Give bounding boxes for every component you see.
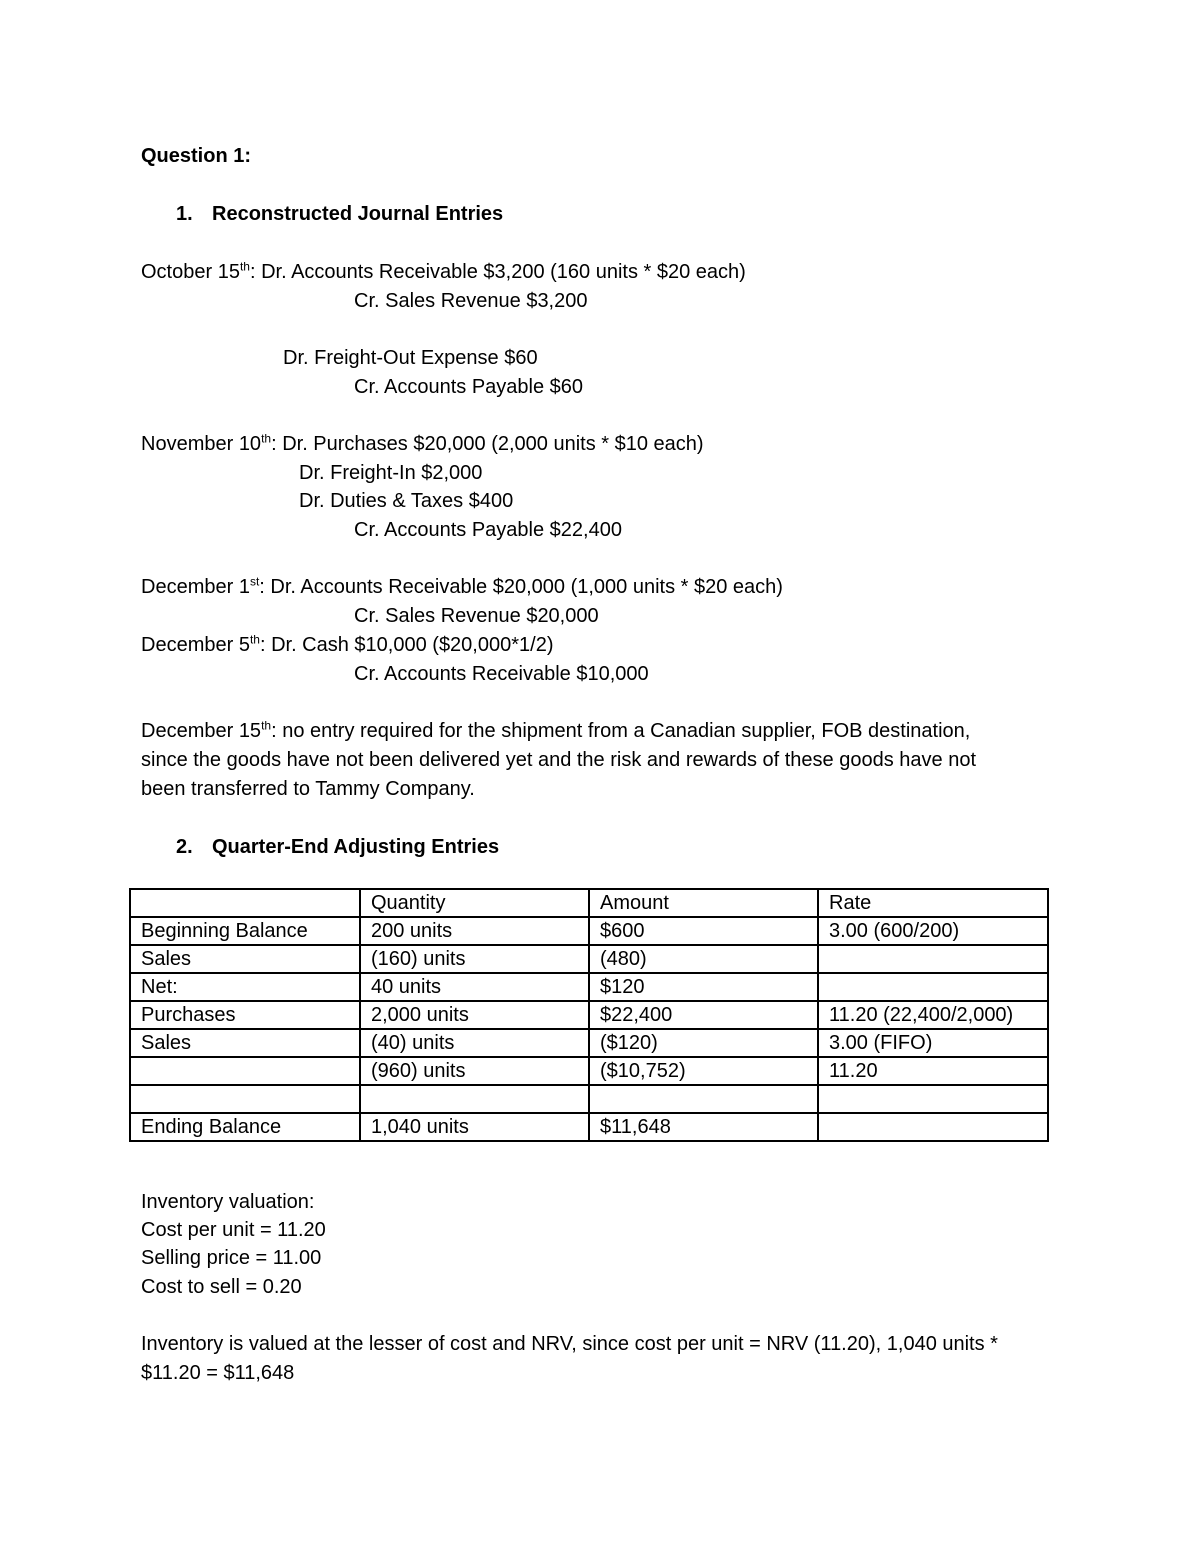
oct15-debit: : Dr. Accounts Receivable $3,200 (160 units * $20 each) bbox=[249, 261, 746, 283]
table-cell: (960) units bbox=[360, 1057, 589, 1085]
dec1-date: December 1 bbox=[141, 576, 250, 598]
table-cell: 11.20 (22,400/2,000) bbox=[818, 1001, 1048, 1029]
table-cell bbox=[818, 945, 1048, 973]
table-cell bbox=[818, 973, 1048, 1001]
table-cell: Purchases bbox=[130, 1001, 360, 1029]
dec1-debit: : Dr. Accounts Receivable $20,000 (1,000 units * $20 each) bbox=[259, 576, 783, 598]
table-cell: 1,040 units bbox=[360, 1113, 589, 1141]
table-cell bbox=[130, 1057, 360, 1085]
dec5-date: December 5 bbox=[141, 634, 250, 656]
conclusion-line2: $11.20 = $11,648 bbox=[141, 1362, 295, 1384]
table-row bbox=[130, 973, 1048, 1001]
table-header-cell: Rate bbox=[818, 889, 1048, 917]
table-cell: 200 units bbox=[360, 917, 589, 945]
table-cell: 3.00 (FIFO) bbox=[818, 1029, 1048, 1057]
table-header-cell: Quantity bbox=[360, 889, 589, 917]
valuation-price: Selling price = 11.00 bbox=[141, 1247, 322, 1269]
table-header-cell bbox=[130, 889, 360, 917]
valuation-label: Inventory valuation: bbox=[141, 1191, 315, 1213]
oct15-date-suffix: th bbox=[239, 259, 250, 274]
section-2-title: Quarter-End Adjusting Entries bbox=[212, 836, 500, 858]
table-cell: (480) bbox=[589, 945, 818, 973]
nov10-freight-debit: Dr. Freight-In $2,000 bbox=[299, 462, 483, 484]
table-cell bbox=[589, 1085, 818, 1113]
table-cell: Sales bbox=[130, 945, 360, 973]
table-cell: Sales bbox=[130, 1029, 360, 1057]
table-cell: $120 bbox=[589, 973, 818, 1001]
nov10-credit: Cr. Accounts Payable $22,400 bbox=[354, 519, 622, 541]
valuation-cost: Cost per unit = 11.20 bbox=[141, 1219, 326, 1241]
table-cell: ($10,752) bbox=[589, 1057, 818, 1085]
dec15-note-line2: since the goods have not been delivered yet and the risk and rewards of these goods have not bbox=[141, 749, 976, 771]
dec5-date-suffix: th bbox=[249, 632, 260, 647]
table-cell: Ending Balance bbox=[130, 1113, 360, 1141]
dec15-note-line3: been transferred to Tammy Company. bbox=[141, 778, 475, 800]
section-1-number: 1. bbox=[176, 203, 193, 225]
dec15-note: : no entry required for the shipment from a Canadian supplier, FOB destination, bbox=[271, 720, 971, 742]
conclusion-line1: Inventory is valued at the lesser of cost and NRV, since cost per unit = NRV (11.20), 1,040 units * bbox=[141, 1333, 998, 1355]
dec5-debit: : Dr. Cash $10,000 ($20,000*1/2) bbox=[259, 634, 554, 656]
nov10-entry-line1 bbox=[141, 432, 704, 456]
dec1-date-suffix: st bbox=[249, 574, 260, 589]
table-header-cell: Amount bbox=[589, 889, 818, 917]
table-cell: 40 units bbox=[360, 973, 589, 1001]
table-row bbox=[130, 1057, 1048, 1085]
table-cell: $22,400 bbox=[589, 1001, 818, 1029]
nov10-debit: : Dr. Purchases $20,000 (2,000 units * $10 each) bbox=[271, 433, 704, 455]
page-title: Question 1: bbox=[141, 145, 252, 167]
oct15-entry-line1 bbox=[141, 260, 746, 284]
table-row bbox=[130, 1113, 1048, 1141]
dec15-date: December 15 bbox=[141, 720, 262, 742]
section-1-title: Reconstructed Journal Entries bbox=[212, 203, 504, 225]
dec5-credit: Cr. Accounts Receivable $10,000 bbox=[354, 663, 649, 685]
dec5-entry-line1 bbox=[141, 633, 553, 657]
oct15-credit: Cr. Sales Revenue $3,200 bbox=[354, 290, 588, 312]
section-2-number: 2. bbox=[176, 836, 193, 858]
table-header-row bbox=[130, 889, 1048, 917]
table-cell: Net: bbox=[130, 973, 360, 1001]
dec15-date-suffix: th bbox=[261, 718, 272, 733]
table-cell: 3.00 (600/200) bbox=[818, 917, 1048, 945]
oct15-freight-debit: Dr. Freight-Out Expense $60 bbox=[283, 347, 538, 369]
dec15-entry-line1 bbox=[141, 719, 970, 743]
table-cell: ($120) bbox=[589, 1029, 818, 1057]
oct15-date: October 15 bbox=[141, 261, 240, 283]
table-cell: $11,648 bbox=[589, 1113, 818, 1141]
table-cell: 11.20 bbox=[818, 1057, 1048, 1085]
table-cell: $600 bbox=[589, 917, 818, 945]
table-cell bbox=[818, 1113, 1048, 1141]
table-cell: (160) units bbox=[360, 945, 589, 973]
table-row bbox=[130, 917, 1048, 945]
section-1-heading bbox=[176, 202, 503, 226]
table-cell bbox=[130, 1085, 360, 1113]
table-row bbox=[130, 1085, 1048, 1113]
table-cell bbox=[360, 1085, 589, 1113]
table-row bbox=[130, 1001, 1048, 1029]
dec1-credit: Cr. Sales Revenue $20,000 bbox=[354, 605, 599, 627]
nov10-date: November 10 bbox=[141, 433, 262, 455]
table-cell: Beginning Balance bbox=[130, 917, 360, 945]
nov10-date-suffix: th bbox=[261, 431, 272, 446]
inventory-table bbox=[129, 888, 1049, 1142]
nov10-duties-debit: Dr. Duties & Taxes $400 bbox=[299, 490, 514, 512]
table-cell: (40) units bbox=[360, 1029, 589, 1057]
oct15-freight-credit: Cr. Accounts Payable $60 bbox=[354, 376, 584, 398]
table-cell: 2,000 units bbox=[360, 1001, 589, 1029]
dec1-entry-line1 bbox=[141, 575, 783, 599]
section-2-heading bbox=[176, 835, 499, 859]
valuation-cost-to-sell: Cost to sell = 0.20 bbox=[141, 1276, 302, 1298]
table-row bbox=[130, 1029, 1048, 1057]
table-cell bbox=[818, 1085, 1048, 1113]
table-row bbox=[130, 945, 1048, 973]
